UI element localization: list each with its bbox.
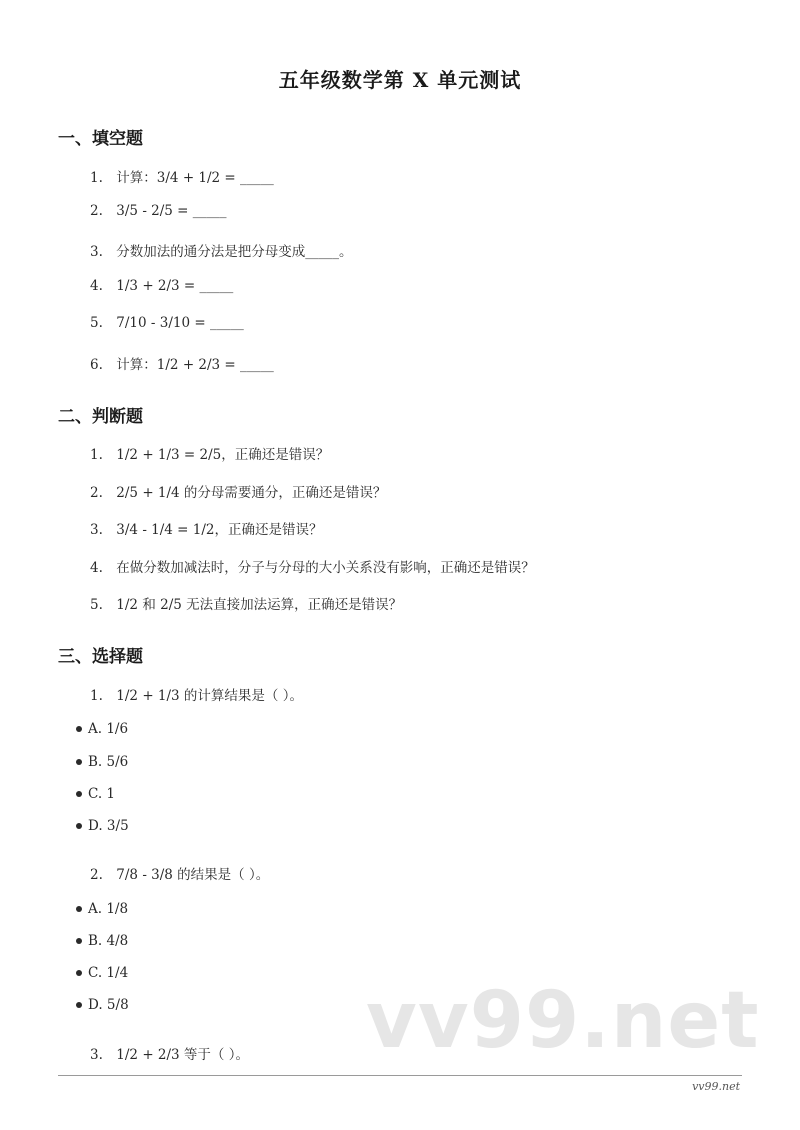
true-false-question: [90, 593, 402, 613]
choice-option: [76, 965, 128, 981]
fill-blank-question: [90, 166, 274, 186]
option-text: D. 3/5: [88, 818, 129, 834]
fill-blank-question: [90, 240, 353, 260]
choice-option: [76, 818, 129, 834]
option-text: C. 1: [88, 786, 116, 802]
fill-blank-question: [90, 203, 227, 219]
question-number: 6.: [90, 357, 103, 373]
choice-question: [90, 1043, 249, 1063]
page-title: 五年级数学第 X 单元测试: [278, 68, 522, 92]
true-false-question: [90, 481, 386, 501]
question-number: 2.: [90, 867, 103, 883]
question-text: 计算：1/2 + 2/3 = _____: [116, 357, 274, 373]
fill-blank-question: [90, 353, 274, 373]
true-false-question: [90, 443, 329, 463]
option-text: B. 5/6: [88, 754, 129, 770]
true-false-question: [90, 556, 535, 576]
question-number: 5.: [90, 597, 103, 613]
bullet-icon: [76, 791, 82, 797]
footer-divider: [58, 1075, 742, 1076]
bullet-icon: [76, 759, 82, 765]
true-false-question: [90, 518, 323, 538]
question-text: 1/3 + 2/3 = _____: [116, 278, 234, 294]
question-text: 分数加法的通分法是把分母变成_____。: [116, 244, 353, 260]
question-number: 2.: [90, 203, 103, 219]
bullet-icon: [76, 1002, 82, 1008]
bullet-icon: [76, 823, 82, 829]
bullet-icon: [76, 726, 82, 732]
question-number: 1.: [90, 447, 103, 463]
bullet-icon: [76, 938, 82, 944]
choice-option: [76, 933, 128, 949]
choice-option: [76, 754, 128, 770]
choice-option: [76, 901, 128, 917]
question-text: 3/4 - 1/4 = 1/2，正确还是错误？: [116, 522, 323, 538]
question-text: 在做分数加减法时，分子与分母的大小关系没有影响，正确还是错误？: [116, 560, 535, 576]
question-text: 计算：3/4 + 1/2 = _____: [116, 170, 274, 186]
fill-blank-question: [90, 315, 244, 331]
question-number: 1.: [90, 688, 103, 704]
option-text: A. 1/6: [88, 721, 129, 737]
option-text: D. 5/8: [88, 997, 129, 1013]
option-text: A. 1/8: [88, 901, 129, 917]
question-number: 3.: [90, 1047, 103, 1063]
choice-option: [76, 786, 115, 802]
option-text: C. 1/4: [88, 965, 129, 981]
question-text: 7/8 - 3/8 的结果是（ ）。: [116, 867, 270, 883]
choice-option: [76, 721, 128, 737]
bullet-icon: [76, 906, 82, 912]
question-text: 1/2 + 2/3 等于（ ）。: [116, 1047, 249, 1063]
question-text: 1/2 + 1/3 = 2/5，正确还是错误？: [116, 447, 330, 463]
fill-blank-question: [90, 278, 233, 294]
choice-question: [90, 684, 303, 704]
option-text: B. 4/8: [88, 933, 129, 949]
question-number: 3.: [90, 244, 103, 260]
question-number: 4.: [90, 278, 103, 294]
bullet-icon: [76, 970, 82, 976]
section-heading-true-false: 二、判断题: [58, 407, 143, 427]
question-text: 1/2 + 1/3 的计算结果是（ ）。: [116, 688, 303, 704]
choice-question: [90, 863, 269, 883]
question-number: 5.: [90, 315, 103, 331]
section-heading-multiple-choice: 三、选择题: [58, 647, 143, 667]
question-text: 7/10 - 3/10 = _____: [116, 315, 244, 331]
question-number: 4.: [90, 560, 103, 576]
question-number: 2.: [90, 485, 103, 501]
choice-option: [76, 997, 129, 1013]
question-text: 3/5 - 2/5 = _____: [116, 203, 227, 219]
watermark: vv99.net: [366, 976, 760, 1066]
question-text: 1/2 和 2/5 无法直接加法运算，正确还是错误？: [116, 597, 403, 613]
section-heading-fill-blank: 一、填空题: [58, 129, 143, 149]
question-number: 1.: [90, 170, 103, 186]
question-number: 3.: [90, 522, 103, 538]
question-text: 2/5 + 1/4 的分母需要通分，正确还是错误？: [116, 485, 387, 501]
footer-site-label: vv99.net: [692, 1080, 740, 1093]
